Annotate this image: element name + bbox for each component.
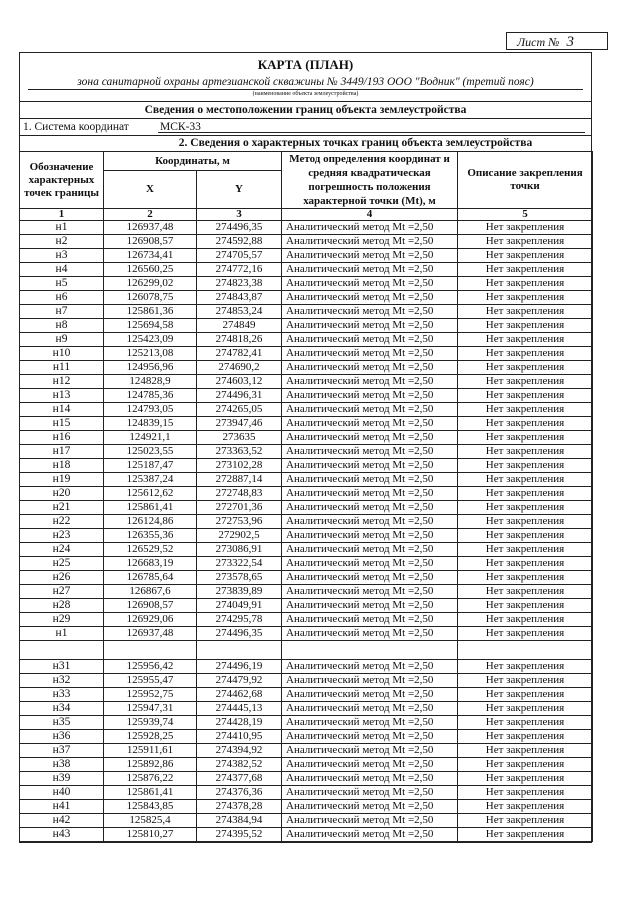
coord-system-row [20, 119, 591, 136]
cell-coord-x: 124921,1 [104, 431, 197, 445]
cell-coord-y: 274382,52 [197, 758, 282, 772]
cell-fixing: Нет закрепления [458, 660, 593, 674]
table-row [20, 557, 593, 571]
cell-fixing: Нет закрепления [458, 487, 593, 501]
cell-method: Аналитический метод Mt =2,50 [282, 235, 458, 249]
coord-system-label: 1. Система координат [23, 121, 129, 133]
cell-fixing: Нет закрепления [458, 459, 593, 473]
table-row [20, 361, 593, 375]
cell-point-name: н35 [20, 716, 104, 730]
table-row [20, 627, 593, 641]
cell-point-name: н36 [20, 730, 104, 744]
cell-method: Аналитический метод Mt =2,50 [282, 417, 458, 431]
cell-fixing: Нет закрепления [458, 702, 593, 716]
cell-method: Аналитический метод Mt =2,50 [282, 333, 458, 347]
table-row [20, 515, 593, 529]
table-row [20, 501, 593, 515]
cell-method: Аналитический метод Mt =2,50 [282, 814, 458, 828]
cell-point-name: н12 [20, 375, 104, 389]
cell-coord-y: 272887,14 [197, 473, 282, 487]
cell-point-name: н25 [20, 557, 104, 571]
table-row [20, 758, 593, 772]
cell-coord-y: 273839,89 [197, 585, 282, 599]
table-row [20, 828, 593, 842]
cell-method: Аналитический метод Mt =2,50 [282, 800, 458, 814]
col-num-1: 1 [20, 209, 104, 221]
cell-method: Аналитический метод Mt =2,50 [282, 487, 458, 501]
cell-fixing: Нет закрепления [458, 529, 593, 543]
cell-fixing: Нет закрепления [458, 599, 593, 613]
coord-system-underline [158, 132, 585, 133]
cell-fixing: Нет закрепления [458, 417, 593, 431]
cell-coord-x: 125861,41 [104, 501, 197, 515]
points-table-body [20, 221, 593, 842]
cell-fixing: Нет закрепления [458, 291, 593, 305]
cell-coord-y: 274823,38 [197, 277, 282, 291]
cell-point-name: н27 [20, 585, 104, 599]
cell-method: Аналитический метод Mt =2,50 [282, 599, 458, 613]
cell-point-name: н28 [20, 599, 104, 613]
cell-coord-x: 126908,57 [104, 235, 197, 249]
table-row [20, 585, 593, 599]
cell-coord-y: 274603,12 [197, 375, 282, 389]
cell-method: Аналитический метод Mt =2,50 [282, 277, 458, 291]
col-header-point: Обозначение характерных точек границы [20, 152, 104, 209]
cell-method: Аналитический метод Mt =2,50 [282, 459, 458, 473]
cell-coord-y: 274496,35 [197, 627, 282, 641]
table-row [20, 730, 593, 744]
cell-fixing: Нет закрепления [458, 403, 593, 417]
cell-coord-y: 274376,36 [197, 786, 282, 800]
cell-fixing [458, 641, 593, 660]
cell-point-name: н18 [20, 459, 104, 473]
cell-point-name: н1 [20, 221, 104, 235]
cell-point-name: н21 [20, 501, 104, 515]
cell-point-name [20, 641, 104, 660]
cell-coord-x: 125939,74 [104, 716, 197, 730]
section2-title: 2. Сведения о характерных точках границ объекта землеустройства [178, 137, 533, 149]
cell-fixing: Нет закрепления [458, 828, 593, 842]
col-num-2: 2 [104, 209, 197, 221]
cell-point-name: н40 [20, 786, 104, 800]
cell-fixing: Нет закрепления [458, 347, 593, 361]
cell-coord-x: 126937,48 [104, 221, 197, 235]
table-row [20, 599, 593, 613]
cell-coord-y: 274496,35 [197, 221, 282, 235]
col-header-method: Метод определения координат и средняя квадратическая погрешность положения характерной точки (Mt), м [282, 152, 458, 209]
cell-coord-y: 273947,46 [197, 417, 282, 431]
cell-coord-y: 274592,88 [197, 235, 282, 249]
cell-coord-y: 272753,96 [197, 515, 282, 529]
col-header-desc: Описание закрепления точки [458, 152, 593, 209]
table-row [20, 702, 593, 716]
cell-coord-y: 274295,78 [197, 613, 282, 627]
cell-method: Аналитический метод Mt =2,50 [282, 291, 458, 305]
cell-method: Аналитический метод Mt =2,50 [282, 660, 458, 674]
cell-method: Аналитический метод Mt =2,50 [282, 403, 458, 417]
cell-point-name: н29 [20, 613, 104, 627]
table-row [20, 613, 593, 627]
table-row [20, 487, 593, 501]
cell-point-name: н32 [20, 674, 104, 688]
cell-coord-y: 273086,91 [197, 543, 282, 557]
cell-method: Аналитический метод Mt =2,50 [282, 501, 458, 515]
cell-coord-y: 273102,28 [197, 459, 282, 473]
cell-fixing: Нет закрепления [458, 543, 593, 557]
cell-coord-y: 274378,28 [197, 800, 282, 814]
cell-coord-x: 125861,41 [104, 786, 197, 800]
cell-point-name: н10 [20, 347, 104, 361]
cell-coord-x: 124828,9 [104, 375, 197, 389]
cell-coord-x: 126867,6 [104, 585, 197, 599]
table-row [20, 772, 593, 786]
cell-coord-x: 125947,31 [104, 702, 197, 716]
cell-coord-y: 273363,52 [197, 445, 282, 459]
cell-coord-y: 272902,5 [197, 529, 282, 543]
cell-coord-x: 126908,57 [104, 599, 197, 613]
document-subtitle: зона санитарной охраны артезианской скважины № 3449/193 ООО "Водник" (третий пояс) [28, 75, 583, 90]
table-row [20, 375, 593, 389]
table-row [20, 814, 593, 828]
cell-method: Аналитический метод Mt =2,50 [282, 543, 458, 557]
cell-coord-x: 126734,41 [104, 249, 197, 263]
cell-fixing: Нет закрепления [458, 758, 593, 772]
cell-coord-x: 125861,36 [104, 305, 197, 319]
cell-coord-x: 126124,86 [104, 515, 197, 529]
cell-method: Аналитический метод Mt =2,50 [282, 744, 458, 758]
table-row [20, 305, 593, 319]
cell-point-name: н17 [20, 445, 104, 459]
cell-coord-y: 274782,41 [197, 347, 282, 361]
table-row [20, 473, 593, 487]
col-num-3: 3 [197, 209, 282, 221]
cell-coord-x: 125825,4 [104, 814, 197, 828]
cell-point-name: н7 [20, 305, 104, 319]
cell-method: Аналитический метод Mt =2,50 [282, 375, 458, 389]
cell-coord-x: 125956,42 [104, 660, 197, 674]
cell-coord-y: 274772,16 [197, 263, 282, 277]
table-row [20, 319, 593, 333]
table-row [20, 529, 593, 543]
cell-fixing: Нет закрепления [458, 473, 593, 487]
cell-coord-x: 126529,52 [104, 543, 197, 557]
cell-fixing: Нет закрепления [458, 305, 593, 319]
cell-point-name: н1 [20, 627, 104, 641]
cell-fixing: Нет закрепления [458, 557, 593, 571]
cell-coord-x: 126683,19 [104, 557, 197, 571]
cell-coord-x: 125952,75 [104, 688, 197, 702]
cell-coord-y: 274462,68 [197, 688, 282, 702]
cell-method: Аналитический метод Mt =2,50 [282, 529, 458, 543]
cell-method: Аналитический метод Mt =2,50 [282, 627, 458, 641]
document-sheet [19, 28, 593, 878]
cell-coord-x: 125928,25 [104, 730, 197, 744]
cell-point-name: н41 [20, 800, 104, 814]
cell-point-name: н33 [20, 688, 104, 702]
cell-method: Аналитический метод Mt =2,50 [282, 674, 458, 688]
cell-coord-y: 274853,24 [197, 305, 282, 319]
cell-point-name: н39 [20, 772, 104, 786]
table-row [20, 459, 593, 473]
cell-method: Аналитический метод Mt =2,50 [282, 688, 458, 702]
table-row [20, 235, 593, 249]
document-title: КАРТА (ПЛАН) [257, 57, 354, 72]
cell-coord-x [104, 641, 197, 660]
table-row [20, 347, 593, 361]
cell-fixing: Нет закрепления [458, 772, 593, 786]
cell-coord-y: 274265,05 [197, 403, 282, 417]
table-row [20, 263, 593, 277]
cell-method: Аналитический метод Mt =2,50 [282, 716, 458, 730]
cell-coord-y: 274690,2 [197, 361, 282, 375]
cell-fixing: Нет закрепления [458, 571, 593, 585]
cell-point-name: н26 [20, 571, 104, 585]
cell-coord-y: 273635 [197, 431, 282, 445]
cell-coord-x: 125387,24 [104, 473, 197, 487]
cell-method: Аналитический метод Mt =2,50 [282, 347, 458, 361]
cell-coord-x: 125694,58 [104, 319, 197, 333]
cell-method: Аналитический метод Mt =2,50 [282, 361, 458, 375]
cell-coord-x: 126299,02 [104, 277, 197, 291]
cell-coord-x: 125810,27 [104, 828, 197, 842]
cell-point-name: н16 [20, 431, 104, 445]
col-header-coords: Координаты, м [104, 152, 282, 171]
cell-coord-y: 274445,13 [197, 702, 282, 716]
cell-fixing: Нет закрепления [458, 333, 593, 347]
table-row [20, 660, 593, 674]
cell-method: Аналитический метод Mt =2,50 [282, 557, 458, 571]
sheet-number-value: 3 [566, 34, 574, 50]
cell-coord-x: 126929,06 [104, 613, 197, 627]
cell-point-name: н42 [20, 814, 104, 828]
cell-point-name: н11 [20, 361, 104, 375]
cell-fixing: Нет закрепления [458, 361, 593, 375]
table-row [20, 800, 593, 814]
cell-fixing: Нет закрепления [458, 627, 593, 641]
cell-fixing: Нет закрепления [458, 800, 593, 814]
cell-method: Аналитический метод Mt =2,50 [282, 473, 458, 487]
cell-fixing: Нет закрепления [458, 249, 593, 263]
cell-coord-x: 126560,25 [104, 263, 197, 277]
table-row [20, 403, 593, 417]
cell-coord-y: 274049,91 [197, 599, 282, 613]
cell-coord-x: 125955,47 [104, 674, 197, 688]
cell-coord-x: 125876,22 [104, 772, 197, 786]
cell-coord-y: 273578,65 [197, 571, 282, 585]
cell-fixing: Нет закрепления [458, 263, 593, 277]
cell-coord-x: 125213,08 [104, 347, 197, 361]
cell-point-name: н13 [20, 389, 104, 403]
cell-method: Аналитический метод Mt =2,50 [282, 263, 458, 277]
cell-point-name: н14 [20, 403, 104, 417]
cell-point-name: н24 [20, 543, 104, 557]
table-row [20, 571, 593, 585]
cell-fixing: Нет закрепления [458, 375, 593, 389]
cell-fixing: Нет закрепления [458, 431, 593, 445]
cell-method: Аналитический метод Mt =2,50 [282, 445, 458, 459]
cell-coord-x: 126785,64 [104, 571, 197, 585]
col-header-y: Y [197, 171, 282, 209]
cell-method: Аналитический метод Mt =2,50 [282, 730, 458, 744]
cell-method: Аналитический метод Mt =2,50 [282, 305, 458, 319]
cell-fixing: Нет закрепления [458, 814, 593, 828]
col-header-x: X [104, 171, 197, 209]
cell-method: Аналитический метод Mt =2,50 [282, 389, 458, 403]
cell-fixing: Нет закрепления [458, 319, 593, 333]
cell-point-name: н23 [20, 529, 104, 543]
cell-method: Аналитический метод Mt =2,50 [282, 319, 458, 333]
table-row [20, 786, 593, 800]
cell-point-name: н5 [20, 277, 104, 291]
cell-fixing: Нет закрепления [458, 716, 593, 730]
cell-coord-y: 272748,83 [197, 487, 282, 501]
table-row [20, 431, 593, 445]
table-row [20, 674, 593, 688]
cell-point-name: н6 [20, 291, 104, 305]
cell-coord-x: 125187,47 [104, 459, 197, 473]
table-row [20, 543, 593, 557]
cell-coord-x: 125843,85 [104, 800, 197, 814]
cell-point-name: н3 [20, 249, 104, 263]
cell-coord-y: 273322,54 [197, 557, 282, 571]
cell-coord-y: 274384,94 [197, 814, 282, 828]
table-row [20, 641, 593, 660]
col-num-5: 5 [458, 209, 593, 221]
cell-method: Аналитический метод Mt =2,50 [282, 772, 458, 786]
cell-coord-x: 125423,09 [104, 333, 197, 347]
cell-method: Аналитический метод Mt =2,50 [282, 249, 458, 263]
cell-fixing: Нет закрепления [458, 730, 593, 744]
table-row [20, 744, 593, 758]
cell-fixing: Нет закрепления [458, 445, 593, 459]
cell-point-name: н15 [20, 417, 104, 431]
table-row [20, 716, 593, 730]
cell-method: Аналитический метод Mt =2,50 [282, 702, 458, 716]
section-title: Сведения о местоположении границ объекта землеустройства [20, 101, 591, 119]
cell-coord-x: 125023,55 [104, 445, 197, 459]
table-row [20, 417, 593, 431]
cell-fixing: Нет закрепления [458, 744, 593, 758]
cell-coord-x: 124785,36 [104, 389, 197, 403]
cell-method: Аналитический метод Mt =2,50 [282, 221, 458, 235]
cell-coord-y: 272701,36 [197, 501, 282, 515]
cell-coord-y: 274705,57 [197, 249, 282, 263]
cell-coord-y: 274395,52 [197, 828, 282, 842]
table-row [20, 221, 593, 235]
cell-method: Аналитический метод Mt =2,50 [282, 571, 458, 585]
cell-coord-y: 274496,31 [197, 389, 282, 403]
sheet-number-box [506, 32, 608, 50]
cell-coord-y: 274394,92 [197, 744, 282, 758]
cell-method: Аналитический метод Mt =2,50 [282, 613, 458, 627]
cell-coord-x: 126937,48 [104, 627, 197, 641]
cell-fixing: Нет закрепления [458, 389, 593, 403]
cell-coord-x: 126355,36 [104, 529, 197, 543]
cell-point-name: н31 [20, 660, 104, 674]
cell-point-name: н9 [20, 333, 104, 347]
cell-coord-x: 126078,75 [104, 291, 197, 305]
cell-coord-x: 125892,86 [104, 758, 197, 772]
cell-method: Аналитический метод Mt =2,50 [282, 786, 458, 800]
document-frame [19, 52, 592, 843]
cell-coord-x: 124839,15 [104, 417, 197, 431]
cell-coord-x: 124956,96 [104, 361, 197, 375]
cell-fixing: Нет закрепления [458, 515, 593, 529]
cell-coord-y: 274410,95 [197, 730, 282, 744]
cell-coord-x: 125911,61 [104, 744, 197, 758]
cell-point-name: н20 [20, 487, 104, 501]
cell-point-name: н22 [20, 515, 104, 529]
subtitle-caption: (наименование объекта землеустройства) [252, 91, 359, 97]
table-row [20, 249, 593, 263]
points-table [19, 151, 593, 842]
cell-coord-y: 274818,26 [197, 333, 282, 347]
table-row [20, 333, 593, 347]
cell-method: Аналитический метод Mt =2,50 [282, 758, 458, 772]
cell-point-name: н43 [20, 828, 104, 842]
cell-method: Аналитический метод Mt =2,50 [282, 828, 458, 842]
col-num-4: 4 [282, 209, 458, 221]
cell-point-name: н34 [20, 702, 104, 716]
cell-fixing: Нет закрепления [458, 674, 593, 688]
sheet-number-label: Лист № [517, 35, 560, 49]
cell-method [282, 641, 458, 660]
cell-point-name: н38 [20, 758, 104, 772]
cell-point-name: н2 [20, 235, 104, 249]
cell-method: Аналитический метод Mt =2,50 [282, 515, 458, 529]
cell-fixing: Нет закрепления [458, 221, 593, 235]
cell-coord-x: 124793,05 [104, 403, 197, 417]
cell-coord-y: 274849 [197, 319, 282, 333]
cell-point-name: н8 [20, 319, 104, 333]
cell-method: Аналитический метод Mt =2,50 [282, 431, 458, 445]
cell-coord-y: 274843,87 [197, 291, 282, 305]
cell-coord-y: 274496,19 [197, 660, 282, 674]
cell-fixing: Нет закрепления [458, 585, 593, 599]
cell-fixing: Нет закрепления [458, 786, 593, 800]
table-row [20, 688, 593, 702]
table-row [20, 291, 593, 305]
cell-fixing: Нет закрепления [458, 688, 593, 702]
cell-coord-y [197, 641, 282, 660]
cell-point-name: н4 [20, 263, 104, 277]
cell-fixing: Нет закрепления [458, 613, 593, 627]
cell-point-name: н19 [20, 473, 104, 487]
coord-system-value: МСК-33 [160, 121, 201, 133]
table-row [20, 445, 593, 459]
table-row [20, 277, 593, 291]
cell-coord-x: 125612,62 [104, 487, 197, 501]
cell-coord-y: 274377,68 [197, 772, 282, 786]
cell-point-name: н37 [20, 744, 104, 758]
cell-fixing: Нет закрепления [458, 501, 593, 515]
table-row [20, 389, 593, 403]
cell-coord-y: 274479,92 [197, 674, 282, 688]
cell-coord-y: 274428,19 [197, 716, 282, 730]
cell-method: Аналитический метод Mt =2,50 [282, 585, 458, 599]
cell-fixing: Нет закрепления [458, 235, 593, 249]
cell-fixing: Нет закрепления [458, 277, 593, 291]
